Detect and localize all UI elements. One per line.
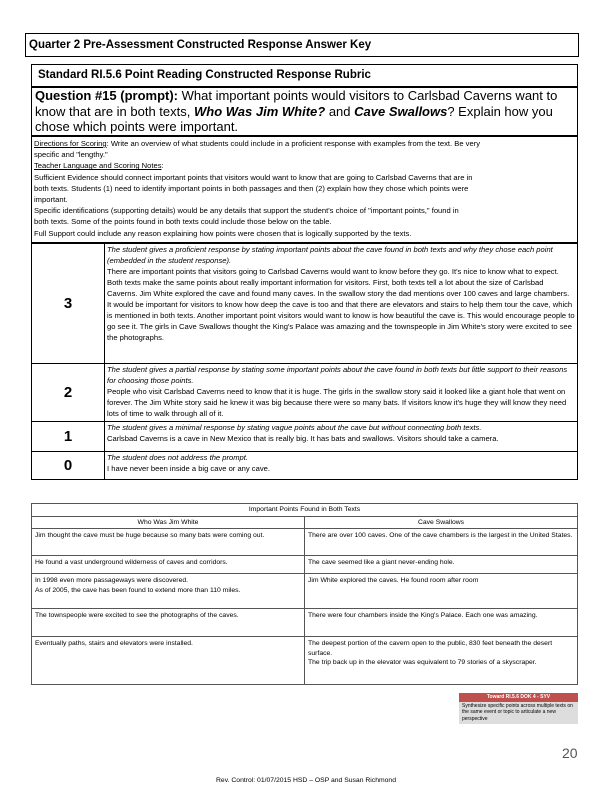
table-cell: The townspeople were excited to see the photographs of the caves.: [32, 609, 305, 637]
directions-line: both texts. Some of the points found in both texts could include those below on the table.: [34, 217, 332, 227]
text-title-jim-white: Who Was Jim White?: [193, 103, 326, 119]
directions-line: Sufficient Evidence should connect important points that visitors would want to know that are going to Carlsbad Caverns that are in: [34, 172, 473, 182]
directions-line: important.: [34, 195, 68, 205]
badge-title: Toward RI.5.6 DOK 4 - SYV: [459, 693, 578, 702]
rubric-descriptor: The student gives a proficient response by stating important points about the cave found in both texts and why they chose each point (embedded in the student response).: [107, 245, 553, 265]
question-text-end: ? Explain how you chose which points were important.: [35, 103, 553, 134]
text-title-cave-swallows: Cave Swallows: [354, 103, 448, 119]
table-cell: The cave seemed like a giant never-ending hole.: [305, 556, 578, 574]
rubric-descriptor: The student gives a minimal response by stating vague points about the cave but without connecting both texts.: [107, 423, 482, 432]
teacher-notes-label: Teacher Language and Scoring Notes: [34, 161, 162, 171]
score-0: 0: [32, 452, 105, 480]
rubric-row-1: [32, 422, 578, 452]
scoring-directions: [31, 136, 578, 243]
table-row: [32, 637, 578, 685]
table-row: [32, 574, 578, 609]
standard-heading: Standard RI.5.6 Point Reading Constructed Response Rubric: [38, 69, 371, 81]
rubric-example: There are important points that visitors going to Carlsbad Caverns would want to know before they go. It's nice to know what to expect. Both texts make the same points about really important information for visitors. First, both texts tell a lot about the size of Carlsbad Caverns. Jim White explored the cave and found many caves. In the swallow story the dad mentions over 100 caves and large chambers. It would be important for visitors to know how deep the cave is too and that there are elevators and stairs to help them tour the cave, which is mentioned in both texts. Another important point visitors would want to know is how beautiful the cave is. This would encourage people to go see it. The girls in Cave Swallows thought the King's Palace was amazing and the townspeople in Jim White's story were excited to see the photographs.: [107, 267, 575, 342]
question-prompt: [31, 87, 578, 136]
points-table-title-row: [32, 504, 578, 517]
rubric-example: I have never been inside a big cave or any cave.: [107, 464, 270, 473]
question-text-and: and: [325, 103, 355, 119]
table-row: [32, 529, 578, 556]
teacher-notes-colon: :: [161, 161, 164, 171]
directions-line: Full Support could include any reason explaining how points were chosen that is logically supported by the texts.: [34, 228, 412, 238]
directions-label: Directions for Scoring: [34, 139, 107, 148]
table-cell: He found a vast underground wilderness of caves and corridors.: [32, 556, 305, 574]
table-cell: There are over 100 caves. One of the cave chambers is the largest in the United States.: [305, 529, 578, 556]
points-table-title: Important Points Found in Both Texts: [32, 504, 578, 517]
rubric-cell: [105, 244, 578, 364]
points-table-header: [32, 516, 578, 529]
rubric-cell: [105, 422, 578, 452]
table-row: [32, 609, 578, 637]
directions-line: Specific identifications (supporting details) would be any details that support the student's choice of "important points," found in: [34, 206, 459, 216]
standard-box: [31, 64, 578, 87]
score-1: 1: [32, 422, 105, 452]
standard-badge: [459, 693, 578, 724]
page-number: 20: [562, 745, 578, 761]
table-cell: The deepest portion of the cavern open to the public, 830 feet beneath the desert surface. The trip back up in the elevator was equivalent to 79 stories of a skyscraper.: [305, 637, 578, 685]
question-label: Question #15 (prompt):: [35, 88, 179, 103]
directions-line: both texts. Students (1) need to identify important points in both passages and then (2) explain how they chose which points were: [34, 183, 469, 193]
table-cell: Jim White explored the caves. He found room after room: [305, 574, 578, 609]
rubric-descriptor: The student does not address the prompt.: [107, 453, 248, 462]
rubric-cell: [105, 452, 578, 480]
rubric-example: People who visit Carlsbad Caverns need to know that it is huge. The girls in the swallow story said it looked like a giant hole that went on forever. The Jim White story said he knew it was big because there were so many bats. If visitors know it's huge they will know they need lots of time to walk through all of it.: [107, 387, 567, 418]
directions-line: specific and "lengthy.": [34, 150, 108, 160]
rubric-cell: [105, 364, 578, 422]
table-row: [32, 556, 578, 574]
table-cell: Jim thought the cave must be huge because so many bats were coming out.: [32, 529, 305, 556]
rubric-row-3: [32, 244, 578, 364]
score-2: 2: [32, 364, 105, 422]
important-points-table: [31, 503, 578, 685]
page-title: Quarter 2 Pre-Assessment Constructed Response Answer Key: [29, 39, 372, 51]
question-text: What important points would visitors to Carlsbad Caverns want to know that are in both texts,: [35, 88, 558, 119]
table-cell: In 1998 even more passageways were discovered. As of 2005, the cave has been found to extend more than 110 miles.: [32, 574, 305, 609]
footer: Rev. Control: 01/07/2015 HSD – OSP and Susan Richmond: [216, 777, 396, 784]
table-cell: Eventually paths, stairs and elevators were installed.: [32, 637, 305, 685]
rubric-row-0: [32, 452, 578, 480]
table-cell: There were four chambers inside the King's Palace. Each one was amazing.: [305, 609, 578, 637]
badge-text: Synthesize specific points across multiple texts on the same event or topic to articulate a new perspective: [459, 702, 578, 725]
title-box: [25, 33, 579, 57]
score-3: 3: [32, 244, 105, 364]
rubric-descriptor: The student gives a partial response by stating some important points about the cave found in both texts but little support to their reasons for choosing those points.: [107, 365, 568, 385]
rubric-table: [31, 243, 578, 480]
column-header-cave-swallows: Cave Swallows: [305, 516, 578, 529]
column-header-jim-white: Who Was Jim White: [32, 516, 305, 529]
rubric-row-2: [32, 364, 578, 422]
directions-text: : Write an overview of what students could include in a proficient response with examples from the text. Be very: [106, 139, 480, 148]
rubric-example: Carlsbad Caverns is a cave in New Mexico that is really big. It has bats and swallows. Visitors should take a camera.: [107, 434, 499, 443]
